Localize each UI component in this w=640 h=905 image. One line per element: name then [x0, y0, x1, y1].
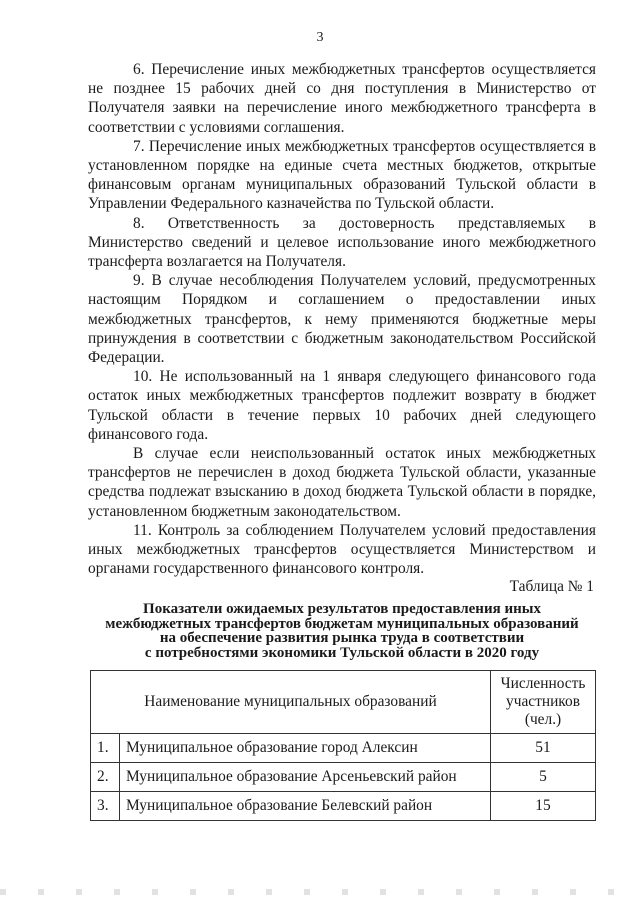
- row-municipality: Муниципальное образование город Алексин: [120, 734, 491, 763]
- page-number: 3: [316, 30, 324, 45]
- header-count-line: (чел.): [524, 711, 562, 728]
- body-text: [88, 60, 596, 578]
- table-title-line: межбюджетных трансфертов бюджетам муниципальных образований: [105, 615, 579, 632]
- table-title-line: с потребностями экономики Тульской области в 2020 году: [144, 644, 540, 661]
- header-count-line: Численность: [500, 675, 586, 692]
- table-title: [88, 602, 596, 660]
- results-table: [90, 670, 596, 821]
- paragraph-6: 6. Перечисление иных межбюджетных трансфертов осуществляется не позднее 15 рабочих дней со дня поступления в Министерство от Получателя заявки на перечисление иного межбюджетного трансферта в соответствии с условиями соглашения.: [88, 61, 596, 136]
- paragraph-9: 9. В случае несоблюдения Получателем условий, предусмотренных настоящим Порядком и соглашением о предоставлении иных межбюджетных трансфертов, к нему применяются бюджетные меры принуждения в соответствии с бюджетным законодательством Российской Федерации.: [88, 272, 596, 367]
- table-row: [91, 763, 596, 792]
- paragraph-10: 10. Не использованный на 1 января следующего финансового года остаток иных межбюджетных трансфертов подлежит возврату в бюджет Тульской области в течение первых 10 рабочих дней следующего финансового года.: [88, 368, 596, 443]
- row-number: 2.: [91, 763, 120, 792]
- row-count: 5: [491, 763, 596, 792]
- row-number: 1.: [91, 734, 120, 763]
- table-row: [91, 792, 596, 821]
- table-caption: Таблица № 1: [509, 578, 594, 595]
- paragraph-7: 7. Перечисление иных межбюджетных трансфертов осуществляется в установленном порядке на единые счета местных бюджетов, открытые финансовым органам муниципальных образований Тульской области в Управлении Федерального казначейства по Тульской области.: [88, 137, 596, 213]
- row-number: 3.: [91, 792, 120, 821]
- table-header-row: [91, 671, 596, 734]
- header-municipality-name: Наименование муниципальных образований: [91, 671, 491, 734]
- row-municipality: Муниципальное образование Арсеньевский район: [120, 763, 491, 792]
- table-row: [91, 734, 596, 763]
- scan-artifact-strip: [0, 889, 640, 895]
- row-count: 51: [491, 734, 596, 763]
- table-title-line: Показатели ожидаемых результатов предоставления иных: [143, 601, 541, 617]
- paragraph-11: 11. Контроль за соблюдением Получателем условий предоставления иных межбюджетных трансфертов осуществляется Министерством и органами государственного финансового контроля.: [88, 521, 596, 578]
- paragraph-10-continued: В случае если неиспользованный остаток иных межбюджетных трансфертов не перечислен в доход бюджета Тульской области, указанные средства подлежат взысканию в доход бюджета Тульской области в порядке, установленном бюджетным законодательством.: [88, 445, 596, 520]
- row-municipality: Муниципальное образование Белевский район: [120, 792, 491, 821]
- paragraph-8: 8. Ответственность за достоверность представляемых в Министерство сведений и целевое использование иного межбюджетного трансферта возлагается на Получателя.: [88, 214, 596, 271]
- table-title-line: на обеспечение развития рынка труда в соответствии: [159, 630, 525, 646]
- header-count-line: участников: [506, 693, 580, 710]
- header-participants-count: [491, 671, 596, 734]
- row-count: 15: [491, 792, 596, 821]
